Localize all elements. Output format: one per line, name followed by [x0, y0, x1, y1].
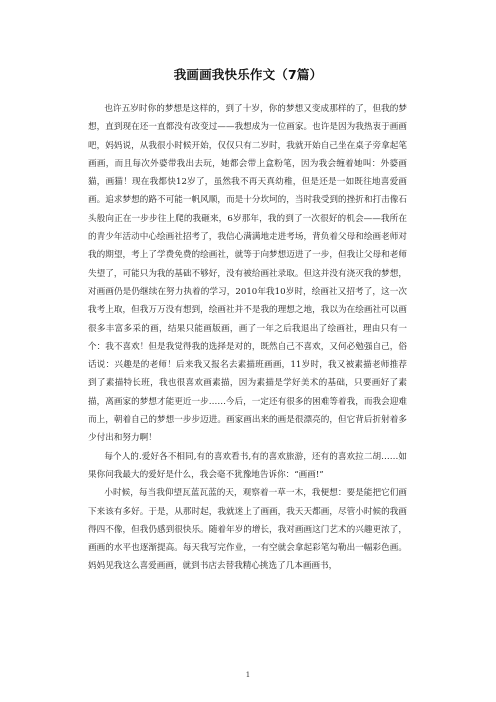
paragraph: 小时候，每当我仰望瓦蓝瓦蓝的天，观察着一草一木，我便想：要是能把它们画下来该有多好。于是，从那时起，我就迷上了画画，我天天都画，尽管小时候的我画得四不像，但我仍感到很快乐。随着年岁的增长，我对画画这门艺术的兴趣更浓了，画画的水平也逐渐提高。每天我写完作业，一有空就会拿起彩笔勾勒出一幅彩色画。妈妈见我这么喜爱画画，就到书店去替我精心挑选了几本画画书， — [88, 488, 407, 572]
document-title: 我画画我快乐作文（7篇） — [173, 67, 323, 82]
page-number: 1 — [245, 671, 251, 679]
paragraph: 也许五岁时你的梦想是这样的，到了十岁，你的梦想又变成那样的了，但我的梦想，直到现在还一直都没有改变过——我想成为一位画家。也许是因为我热衷于画画吧，妈妈说，从我很小时候开始，仅仅只有二岁时，我就开始自己坐在桌子旁拿起笔画画，而且每次外婆带我出去玩，她都会带上盒粉笔，因为我会缠着她叫：外婆画猫，画猫！现在我都快12岁了，虽然我不再天真幼稚，但是还是一如既往地喜爱画画。追求梦想的路不可能一帆风顺，而是十分坎坷的，当时我受到的挫折和打击像石头般向正在一步步往上爬的我砸来，6岁那年，我的到了一次很好的机会——我所在的青少年活动中心绘画社招考了，我信心满满地走进考场，背负着父母和绘画老师对我的期望，考上了学费免费的绘画社，就等于向梦想迈进了一步，但我让父母和老师失望了，可能只为我的基础不够好，没有被给画社录取。但这并没有浇灭我的梦想，对画画仍是仍继续在努力执着的学习，2010年我10岁时，绘画社又招考了，这一次我考上取，但我万万没有想到，绘画社并不是我的理想之地，我以为在绘画社可以画很多丰富多采的画，结果只能画版画，画了一年之后我退出了绘画社，理由只有一个：我不喜欢！但是我觉得我的选择是对的，既然自己不喜欢，又何必勉强自己，俗话说：兴趣是的老师！后来我又报名去素描班画画，11岁时，我又被素描老师推荐到了素描特长班，我也很喜欢画素描，因为素描是学好美术的基础，只要画好了素描，离画家的梦想才能更近一步……今后，一定还有很多的困难等着我，而我会迎难而上，朝着自己的梦想一步步迈进。画家画出来的画是很漂亮的，但它背后折射着多少付出和努力啊！ — [88, 104, 407, 444]
document-body — [88, 100, 407, 576]
paragraph: 每个人的.爱好各不相同,有的喜欢看书,有的喜欢旅游，还有的喜欢拉二胡……如果你问我最大的爱好是什么，我会毫不犹豫地告诉你：“画画!” — [88, 451, 407, 480]
